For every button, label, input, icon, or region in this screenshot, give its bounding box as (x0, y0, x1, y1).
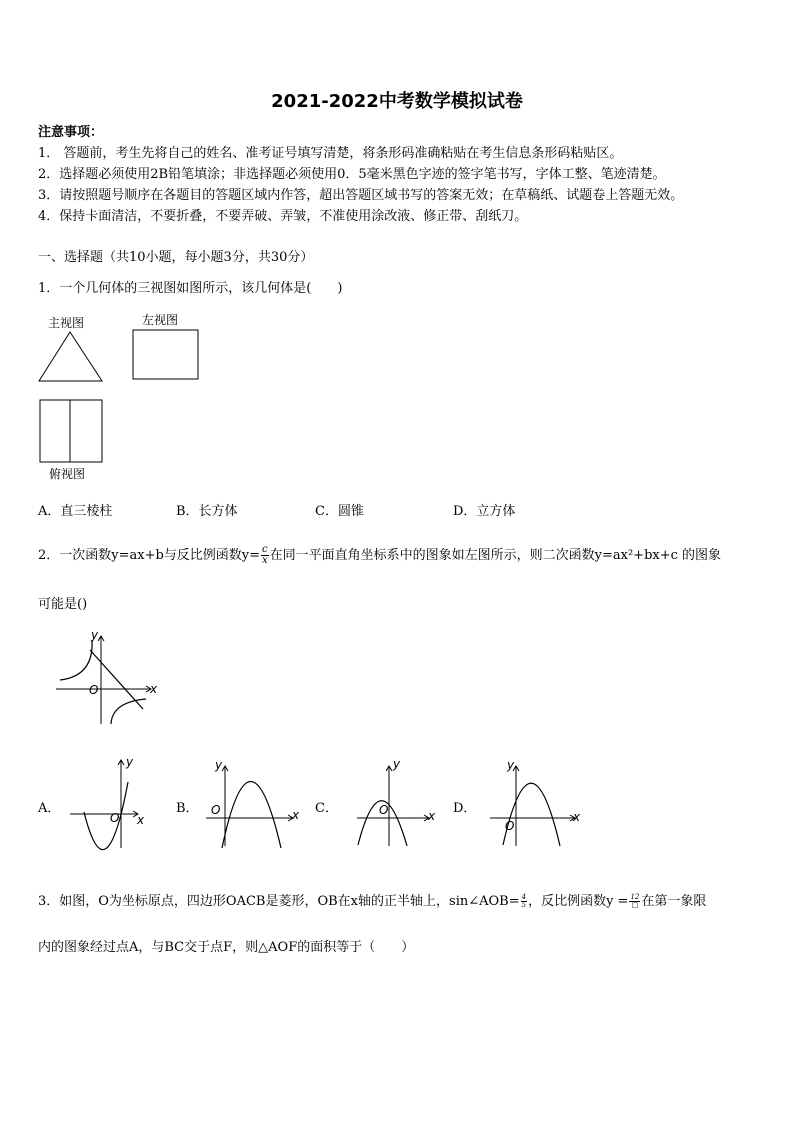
q1-option-a[interactable]: A．直三棱柱 (38, 504, 113, 519)
note-item: 2．选择题必须使用2B铅笔填涂；非选择题必须使用0．5毫米黑色字迹的签字笔书写，字体工整、笔迹清楚。 (38, 167, 666, 182)
q3-func-den: □ (631, 901, 639, 909)
q3-func-num: 12 (630, 893, 640, 901)
q1-option-b[interactable]: B．长方体 (176, 504, 238, 519)
q3-sin-fraction (521, 894, 527, 909)
q2b-y-label: y (215, 758, 223, 772)
q2d-y-label: y (507, 758, 515, 772)
q2-origin-label: O (89, 683, 99, 697)
parabola-d (503, 783, 560, 846)
q2-option-a[interactable]: A． (38, 801, 61, 816)
q2a-x-label: x (137, 813, 145, 827)
q2-y-label: y (91, 628, 99, 642)
q2-text-before: 2．一次函数y=ax+b与反比例函数y= (38, 548, 261, 563)
q2a-origin-label: O (110, 811, 120, 825)
q2c-origin-label: O (379, 803, 389, 817)
page-title: 2021-2022中考数学模拟试卷 (271, 91, 523, 112)
front-view-label: 主视图 (48, 316, 85, 330)
q2c-y-label: y (393, 757, 401, 771)
q2b-x-label: x (292, 808, 300, 822)
question-3-text (38, 890, 706, 909)
question-3-text-line2: 内的图象经过点A，与BC交于点F，则△AOF的面积等于（ ） (38, 940, 415, 955)
q2-option-b[interactable]: B． (176, 801, 199, 816)
q2-frac-den: x (262, 555, 268, 566)
q2b-origin-label: O (211, 803, 221, 817)
notes-heading: 注意事项： (38, 125, 104, 140)
q2-text-after: 在同一平面直角坐标系中的图象如左图所示，则二次函数y=ax²+bx+c 的图象 (269, 548, 722, 563)
top-view-label: 俯视图 (49, 467, 86, 481)
q3-text-b: ，反比例函数y = (528, 894, 629, 909)
q2-option-c[interactable]: C． (315, 801, 338, 816)
q2c-x-label: x (428, 809, 436, 823)
q3-sin-den: 5 (521, 901, 527, 909)
q3-func-fraction (629, 894, 640, 909)
section-heading: 一、选择题（共10小题，每小题3分，共30分） (38, 250, 314, 265)
q3-sin-num: 4 (521, 893, 527, 901)
question-2-text-line2: 可能是() (38, 597, 88, 612)
q1-option-d[interactable]: D．立方体 (453, 504, 516, 519)
q2d-origin-label: O (505, 819, 515, 833)
note-item: 3．请按照题号顺序在各题目的答题区域内作答，超出答题区域书写的答案无效；在草稿纸、试题卷上答题无效。 (38, 188, 684, 203)
note-item: 1． 答题前，考生先将自己的姓名、准考证号填写清楚，将条形码准确粘贴在考生信息条形码粘贴区。 (38, 146, 623, 161)
q3-text-c: 在第一象限 (641, 894, 707, 909)
left-view-label: 左视图 (142, 313, 179, 327)
note-item: 4．保持卡面清洁，不要折叠，不要弄破、弄皱，不准使用涂改液、修正带、刮纸刀。 (38, 209, 528, 224)
question-1-text: 1．一个几何体的三视图如图所示，该几何体是( ) (38, 281, 343, 296)
q2a-y-label: y (126, 755, 134, 769)
q2-option-d[interactable]: D． (453, 801, 477, 816)
q2-x-label: x (150, 682, 158, 696)
q2-frac-num: c (262, 544, 268, 555)
q3-text-a: 3．如图，O为坐标原点，四边形OACB是菱形，OB在x轴的正半轴上，sin∠AOB= (38, 894, 520, 909)
q2d-x-label: x (573, 810, 581, 824)
q1-option-c[interactable]: C．圆锥 (315, 504, 364, 519)
parabola-b (222, 782, 281, 849)
